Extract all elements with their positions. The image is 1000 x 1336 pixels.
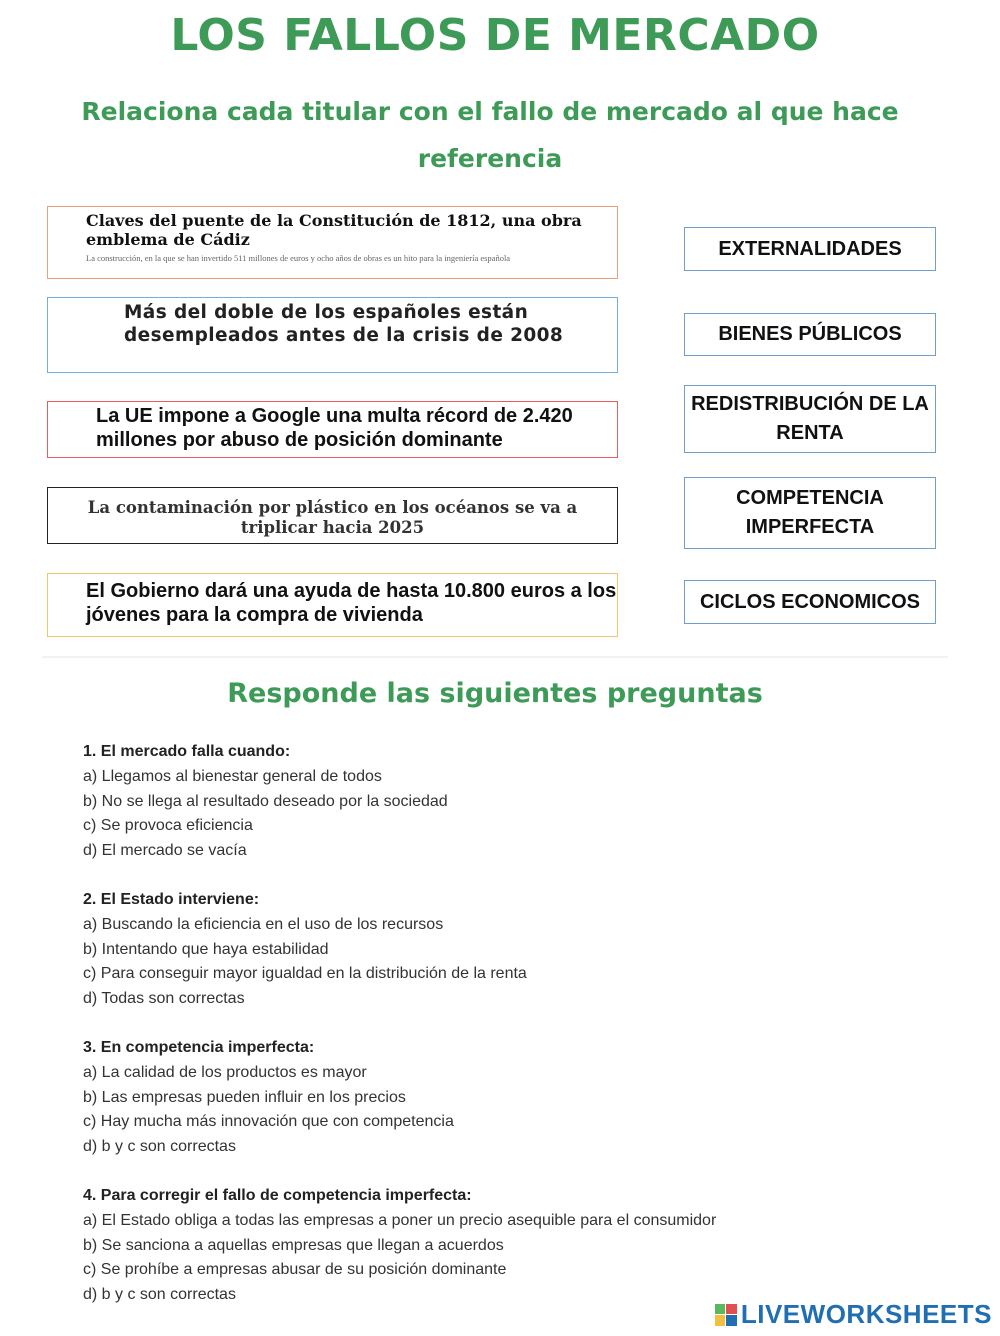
liveworksheets-logo: [715, 1299, 992, 1330]
question-text: 3. En competencia imperfecta:: [83, 1038, 315, 1056]
headline-card-2[interactable]: [47, 297, 618, 373]
question-2: [83, 888, 963, 1012]
logo-square-red: [726, 1304, 737, 1315]
answer-option[interactable]: d) b y c son correctas: [83, 1286, 236, 1304]
answer-option[interactable]: b) No se llega al resultado deseado por la sociedad: [83, 792, 448, 810]
answer-option[interactable]: c) Se provoca eficiencia: [83, 817, 253, 835]
headline-text: La UE impone a Google una multa récord de 2.420 millones por abuso de posición dominante: [96, 405, 573, 451]
headline-card-1[interactable]: [47, 206, 618, 279]
page-title: LOS FALLOS DE MERCADO: [170, 10, 820, 61]
answer-option[interactable]: c) Se prohíbe a empresas abusar de su posición dominante: [83, 1261, 507, 1279]
question-text: 2. El Estado interviene:: [83, 890, 260, 908]
logo-square-blue: [726, 1315, 737, 1326]
liveworksheets-wordmark: LIVEWORKSHEETS: [740, 1299, 992, 1329]
question-3: [83, 1036, 963, 1160]
answer-option[interactable]: d) b y c son correctas: [83, 1138, 236, 1156]
headline-text: Claves del puente de la Constitución de 1812, una obra emblema de Cádiz: [86, 211, 582, 249]
headline-text: La contaminación por plástico en los océanos se va a triplicar hacia 2025: [87, 498, 578, 537]
question-1: [83, 740, 963, 864]
answer-option[interactable]: b) Intentando que haya estabilidad: [83, 940, 329, 958]
category-competencia-imperfecta[interactable]: COMPETENCIA IMPERFECTA: [684, 477, 936, 549]
headline-text: Más del doble de los españoles están desempleados antes de la crisis de 2008: [124, 302, 564, 346]
category-ciclos-economicos[interactable]: CICLOS ECONOMICOS: [684, 580, 936, 624]
question-text: 1. El mercado falla cuando:: [83, 743, 291, 760]
category-bienes-publicos[interactable]: BIENES PÚBLICOS: [684, 313, 936, 356]
headline-text: El Gobierno dará una ayuda de hasta 10.800 euros a los jóvenes para la compra de vivienda: [86, 580, 617, 626]
answer-option[interactable]: d) Todas son correctas: [83, 990, 245, 1008]
answer-option[interactable]: c) Para conseguir mayor igualdad en la distribución de la renta: [83, 965, 527, 983]
answer-option[interactable]: a) El Estado obliga a todas las empresas a poner un precio asequible para el consumidor: [83, 1211, 717, 1229]
question-4: [83, 1184, 963, 1308]
logo-square-yellow: [715, 1315, 726, 1326]
question-text: 4. Para corregir el fallo de competencia imperfecta:: [83, 1186, 472, 1204]
liveworksheets-icon: [715, 1304, 737, 1326]
answer-option[interactable]: d) El mercado se vacía: [83, 842, 247, 860]
answer-option[interactable]: a) Llegamos al bienestar general de todos: [83, 767, 382, 785]
answer-option[interactable]: b) Se sanciona a aquellas empresas que llegan a acuerdos: [83, 1236, 504, 1254]
section-divider: [42, 656, 948, 658]
category-externalidades[interactable]: EXTERNALIDADES: [684, 227, 936, 271]
answer-option[interactable]: c) Hay mucha más innovación que con competencia: [83, 1113, 454, 1131]
questions-title: Responde las siguientes preguntas: [227, 678, 763, 709]
answer-option[interactable]: a) La calidad de los productos es mayor: [83, 1063, 367, 1081]
category-redistribucion-renta[interactable]: REDISTRIBUCIÓN DE LA RENTA: [684, 385, 936, 453]
answer-option[interactable]: a) Buscando la eficiencia en el uso de los recursos: [83, 915, 444, 933]
headline-card-5[interactable]: [47, 573, 618, 637]
questions-list: [83, 740, 963, 1332]
logo-square-green: [715, 1304, 726, 1315]
page-subtitle: Relaciona cada titular con el fallo de mercado al que hace referencia: [81, 97, 899, 173]
headline-card-3[interactable]: [47, 401, 618, 458]
headline-card-4[interactable]: [47, 487, 618, 544]
headline-subtext: La construcción, en la que se han invertido 511 millones de euros y ocho años de obras es un hito para la ingeniería española: [86, 253, 511, 263]
answer-option[interactable]: b) Las empresas pueden influir en los precios: [83, 1088, 406, 1106]
